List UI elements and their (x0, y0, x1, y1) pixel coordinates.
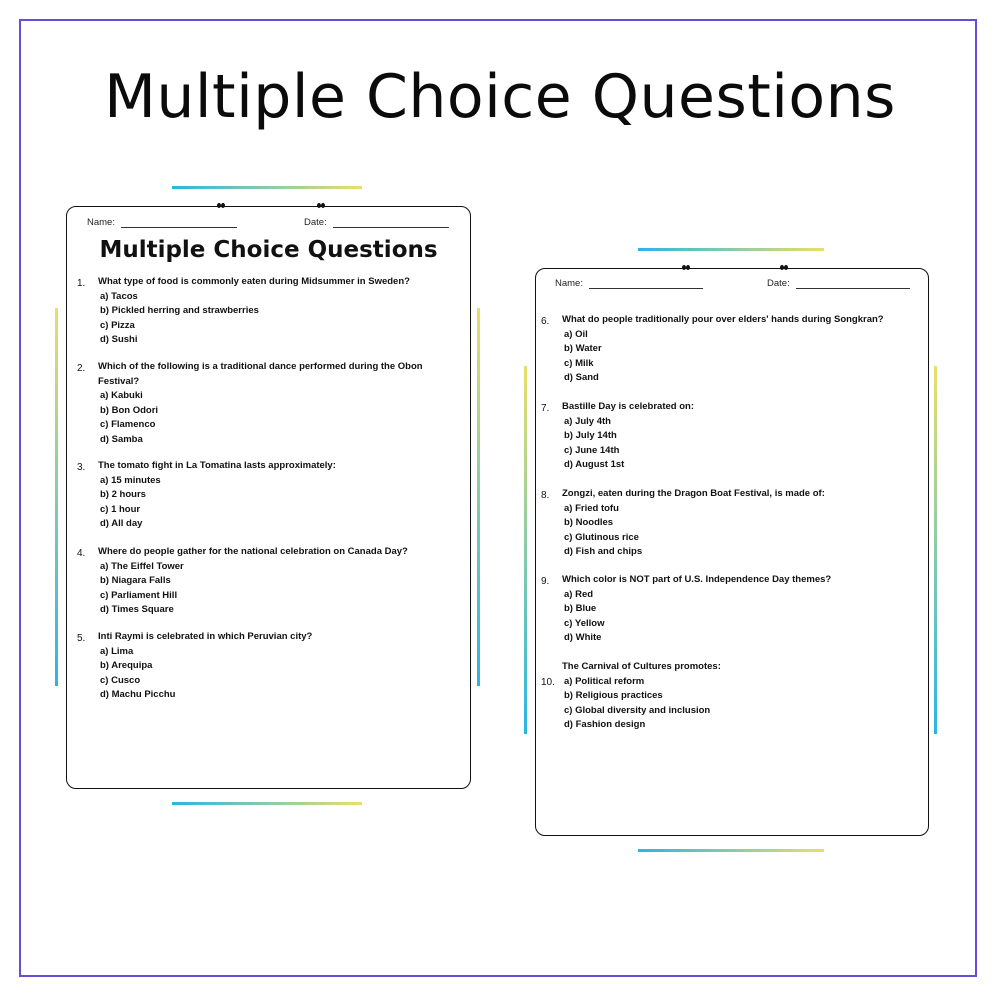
question-number: 7. (541, 403, 550, 414)
answer-option[interactable]: c) Pizza (100, 319, 135, 331)
answer-option[interactable]: a) 15 minutes (100, 474, 161, 486)
question-stem: Inti Raymi is celebrated in which Peruvian city? (98, 631, 313, 642)
answer-option[interactable]: a) The Eiffel Tower (100, 560, 184, 572)
answer-option[interactable]: c) Yellow (564, 617, 605, 629)
answer-option[interactable]: c) Global diversity and inclusion (564, 704, 711, 716)
answer-option[interactable]: c) 1 hour (100, 503, 141, 515)
answer-option[interactable]: b) Water (564, 343, 602, 354)
question-3 (77, 459, 464, 532)
question-3 (541, 487, 922, 560)
question-number: 5. (77, 633, 86, 644)
question-number: 6. (541, 316, 550, 327)
name-label: Name: (87, 217, 115, 228)
question-number: 1. (77, 278, 86, 289)
answer-option[interactable]: b) Religious practices (564, 690, 663, 701)
answer-option[interactable]: c) Parliament Hill (100, 589, 178, 601)
question-5 (541, 660, 922, 733)
question-number: 2. (77, 363, 86, 374)
answer-option[interactable]: d) Times Square (100, 604, 174, 615)
question-stem: Zongzi, eaten during the Dragon Boat Festival, is made of: (562, 488, 825, 499)
date-field[interactable] (304, 217, 449, 228)
answer-option[interactable]: d) Sushi (100, 334, 138, 345)
question-1 (541, 313, 922, 386)
answer-option[interactable]: d) Machu Picchu (100, 689, 176, 700)
question-stem: Which color is NOT part of U.S. Independence Day themes? (562, 574, 832, 585)
name-label: Name: (555, 278, 583, 289)
answer-option[interactable]: b) Niagara Falls (100, 575, 171, 586)
name-field[interactable] (555, 278, 703, 289)
decor-bar-top-1 (172, 186, 362, 189)
decor-bar-right-2 (934, 366, 937, 734)
answer-option[interactable]: a) Kabuki (100, 390, 143, 401)
date-field[interactable] (767, 278, 910, 289)
question-number: 3. (77, 462, 86, 473)
page-title: Multiple Choice Questions (104, 62, 896, 132)
answer-option[interactable]: a) Red (564, 588, 594, 600)
decor-bar-bottom-1 (172, 802, 362, 805)
question-4 (77, 545, 464, 618)
answer-option[interactable]: b) Bon Odori (100, 404, 159, 416)
answer-option[interactable]: d) Sand (564, 372, 599, 383)
answer-option[interactable]: a) Tacos (100, 290, 138, 302)
question-number: 8. (541, 490, 550, 501)
answer-option[interactable]: c) June 14th (564, 444, 620, 456)
answer-option[interactable]: c) Flamenco (100, 419, 156, 430)
answer-option[interactable]: c) Cusco (100, 674, 141, 686)
question-5 (77, 630, 464, 703)
date-label: Date: (304, 217, 327, 228)
question-4 (541, 573, 922, 646)
answer-option[interactable]: b) 2 hours (100, 489, 146, 500)
name-field[interactable] (87, 217, 237, 228)
name-line[interactable] (121, 227, 237, 228)
worksheet-title: Multiple Choice Questions (99, 237, 438, 263)
answer-option[interactable]: a) Fried tofu (564, 502, 619, 514)
date-label: Date: (767, 278, 790, 289)
answer-option[interactable]: a) Political reform (564, 675, 645, 687)
answer-option[interactable]: d) All day (100, 518, 143, 529)
decor-bar-right-1 (477, 308, 480, 686)
answer-option[interactable]: b) July 14th (564, 430, 617, 441)
answer-option[interactable]: d) Samba (100, 433, 143, 445)
decor-bar-left-1 (55, 308, 58, 686)
question-stem: The Carnival of Cultures promotes: (562, 661, 721, 672)
question-stem: Where do people gather for the national celebration on Canada Day? (98, 546, 408, 557)
worksheet-page-2 (535, 268, 929, 836)
binder-ring-icon (682, 265, 691, 271)
answer-option[interactable]: b) Pickled herring and strawberries (100, 305, 259, 316)
answer-option[interactable]: a) July 4th (564, 415, 611, 427)
answer-option[interactable]: b) Noodles (564, 517, 614, 528)
question-number: 9. (541, 576, 550, 587)
answer-option[interactable]: b) Blue (564, 603, 597, 614)
question-stem: Which of the following is a traditional dance performed during the Obon Festival? (98, 361, 423, 387)
question-2 (541, 400, 922, 473)
answer-option[interactable]: c) Milk (564, 357, 594, 369)
question-1 (77, 275, 464, 348)
question-stem: The tomato fight in La Tomatina lasts approximately: (98, 460, 336, 471)
worksheet-page-1 (66, 206, 471, 789)
question-stem: What type of food is commonly eaten during Midsummer in Sweden? (98, 276, 410, 287)
question-number: 10. (541, 677, 555, 688)
answer-option[interactable]: d) Fish and chips (564, 546, 643, 557)
answer-option[interactable]: d) Fashion design (564, 719, 646, 730)
decor-bar-top-2 (638, 248, 824, 251)
question-stem: Bastille Day is celebrated on: (562, 401, 694, 412)
answer-option[interactable]: c) Glutinous rice (564, 531, 639, 543)
binder-ring-icon (217, 203, 226, 209)
binder-ring-icon (317, 203, 326, 209)
answer-option[interactable]: d) August 1st (564, 459, 625, 470)
date-line[interactable] (333, 227, 449, 228)
answer-option[interactable]: a) Lima (100, 645, 134, 657)
decor-bar-bottom-2 (638, 849, 824, 852)
question-stem: What do people traditionally pour over elders' hands during Songkran? (562, 314, 884, 325)
binder-ring-icon (780, 265, 789, 271)
answer-option[interactable]: d) White (564, 632, 602, 643)
name-line[interactable] (589, 288, 703, 289)
date-line[interactable] (796, 288, 910, 289)
answer-option[interactable]: a) Oil (564, 328, 588, 340)
question-number: 4. (77, 548, 86, 559)
answer-option[interactable]: b) Arequipa (100, 660, 153, 671)
question-2 (77, 360, 464, 447)
decor-bar-left-2 (524, 366, 527, 734)
